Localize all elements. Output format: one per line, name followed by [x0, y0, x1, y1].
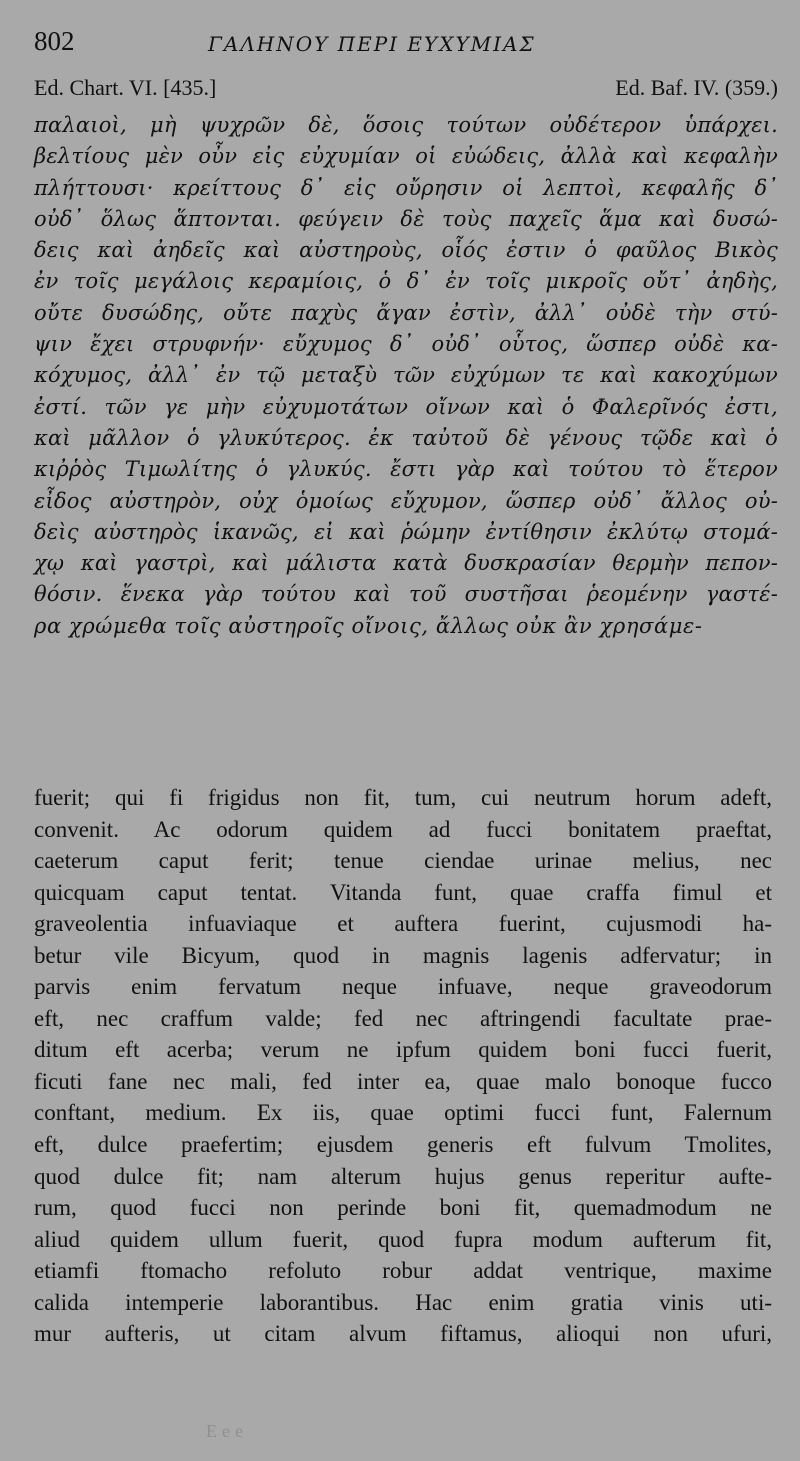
latin-line: convenit. Ac odorum quidem ad fucci bonitatem praeftat, [34, 816, 772, 842]
latin-line: aliud quidem ullum fuerit, quod fupra modum aufterum fit, [34, 1226, 772, 1252]
greek-line: οὐδ᾽ ὅλως ἅπτονται. φεύγειν δὲ τοὺς παχεῖς ἅμα καὶ δυσώ- [34, 206, 778, 231]
greek-line: πλήττουσι· κρείττους δ᾽ εἰς οὔρησιν οἱ λεπτοὶ, κεφαλῆς δ᾽ [34, 175, 778, 200]
page-header [34, 26, 776, 66]
greek-line: ψιν ἔχει στρυφνήν· εὔχυμος δ᾽ οὐδ᾽ οὗτος, ὥσπερ οὐδὲ κα- [34, 332, 778, 357]
greek-line: βελτίους μὲν οὖν εἰς εὐχυμίαν οἱ εὐώδεις, ἀλλὰ καὶ κεφαλὴν [34, 144, 778, 169]
latin-line: betur vile Bicyum, quod in magnis lagenis adfervatur; in [34, 942, 772, 968]
greek-line: ρα χρώμεθα τοῖς αὐστηροῖς οἴνοις, ἄλλως οὐκ ἂν χρησάμε- [34, 613, 703, 638]
latin-line: calida intemperie laborantibus. Hac enim gratia vinis uti- [34, 1289, 772, 1315]
latin-line: ditum eft acerba; verum ne ipfum quidem boni fucci fuerit, [34, 1037, 772, 1063]
greek-line: δεὶς αὐστηρὸς ἱκανῶς, εἰ καὶ ῥώμην ἐντίθησιν ἐκλύτῳ στομά- [34, 519, 778, 544]
greek-line: χῳ καὶ γαστρὶ, καὶ μάλιστα κατὰ δυσκρασίαν θερμὴν πεπον- [34, 551, 778, 576]
greek-line: ἐν τοῖς μεγάλοις κεραμίοις, ὁ δ᾽ ἐν τοῖς μικροῖς οὔτ᾽ ἀηδὴς, [34, 269, 778, 294]
greek-line: δεις καὶ ἀηδεῖς καὶ αὐστηροὺς, οἷός ἐστιν ὁ φαῦλος Βικὸς [34, 238, 778, 263]
edition-reference-left: Ed. Chart. VI. [435.] [34, 75, 217, 100]
latin-line: fuerit; qui fi frigidus non fit, tum, cui neutrum horum adeft, [34, 785, 772, 810]
latin-line: parvis enim fervatum neque infuave, neque graveodorum [34, 974, 772, 1000]
latin-line: caeterum caput ferit; tenue ciendae urinae melius, nec [34, 848, 772, 874]
latin-line: graveolentia infuaviaque et auftera fuerint, cujusmodi ha- [34, 911, 772, 937]
latin-line: eft, nec craffum valde; fed nec aftringendi facultate prae- [34, 1005, 772, 1031]
greek-line: παλαιοὶ, μὴ ψυχρῶν δὲ, ὅσοις τούτων οὐδέτερον ὑπάρχει. [34, 113, 778, 137]
latin-line: conftant, medium. Ex iis, quae optimi fucci funt, Falernum [34, 1100, 772, 1126]
latin-line: quod dulce fit; nam alterum hujus genus reperitur aufte- [34, 1163, 772, 1189]
latin-line: quicquam caput tentat. Vitanda funt, quae craffa fimul et [34, 879, 772, 905]
edition-reference-right: Ed. Baf. IV. (359.) [615, 75, 778, 100]
greek-line: κόχυμος, ἀλλ᾽ ἐν τῷ μεταξὺ τῶν εὐχύμων τε καὶ κακοχύμων [34, 363, 778, 388]
page-number: 802 [34, 26, 75, 56]
latin-line: rum, quod fucci non perinde boni fit, quemadmodum ne [34, 1195, 772, 1221]
signature-mark: Eee [206, 1421, 248, 1441]
greek-line: οὔτε δυσώδης, οὔτε παχὺς ἄγαν ἐστὶν, ἀλλ᾽ οὐδὲ τὴν στύ- [34, 300, 778, 325]
greek-text-block [34, 110, 778, 642]
latin-text-block [34, 782, 772, 1350]
latin-line: ficuti fane nec mali, fed inter ea, quae malo bonoque fucco [34, 1068, 772, 1094]
latin-line: etiamfi ftomacho refoluto robur addat ventrique, maxime [34, 1258, 772, 1284]
greek-line: θόσιν. ἕνεκα γὰρ τούτου καὶ τοῦ συστῆσαι ῥεομένην γαστέ- [34, 582, 778, 607]
greek-line: ἐστί. τῶν γε μὴν εὐχυμοτάτων οἴνων καὶ ὁ Φαλερῖνός ἐστι, [34, 394, 778, 419]
greek-line: κιῤῥὸς Τιμωλίτης ὁ γλυκύς. ἔστι γὰρ καὶ τούτου τὸ ἕτερον [34, 457, 778, 482]
latin-line: eft, dulce praefertim; ejusdem generis eft fulvum Tmolites, [34, 1132, 772, 1158]
latin-line: mur aufteris, ut citam alvum fiftamus, alioqui non ufuri, [34, 1321, 772, 1347]
greek-line: εἶδος αὐστηρὸν, οὐχ ὁμοίως εὔχυμον, ὥσπερ οὐδ᾽ ἄλλος οὐ- [34, 488, 778, 513]
greek-line: καὶ μᾶλλον ὁ γλυκύτερος. ἐκ ταὐτοῦ δὲ γένους τῷδε καὶ ὁ [34, 425, 778, 450]
running-title: ΓΑΛΗΝΟΥ ΠΕΡΙ ΕΥΧΥΜΙΑΣ [208, 32, 536, 56]
